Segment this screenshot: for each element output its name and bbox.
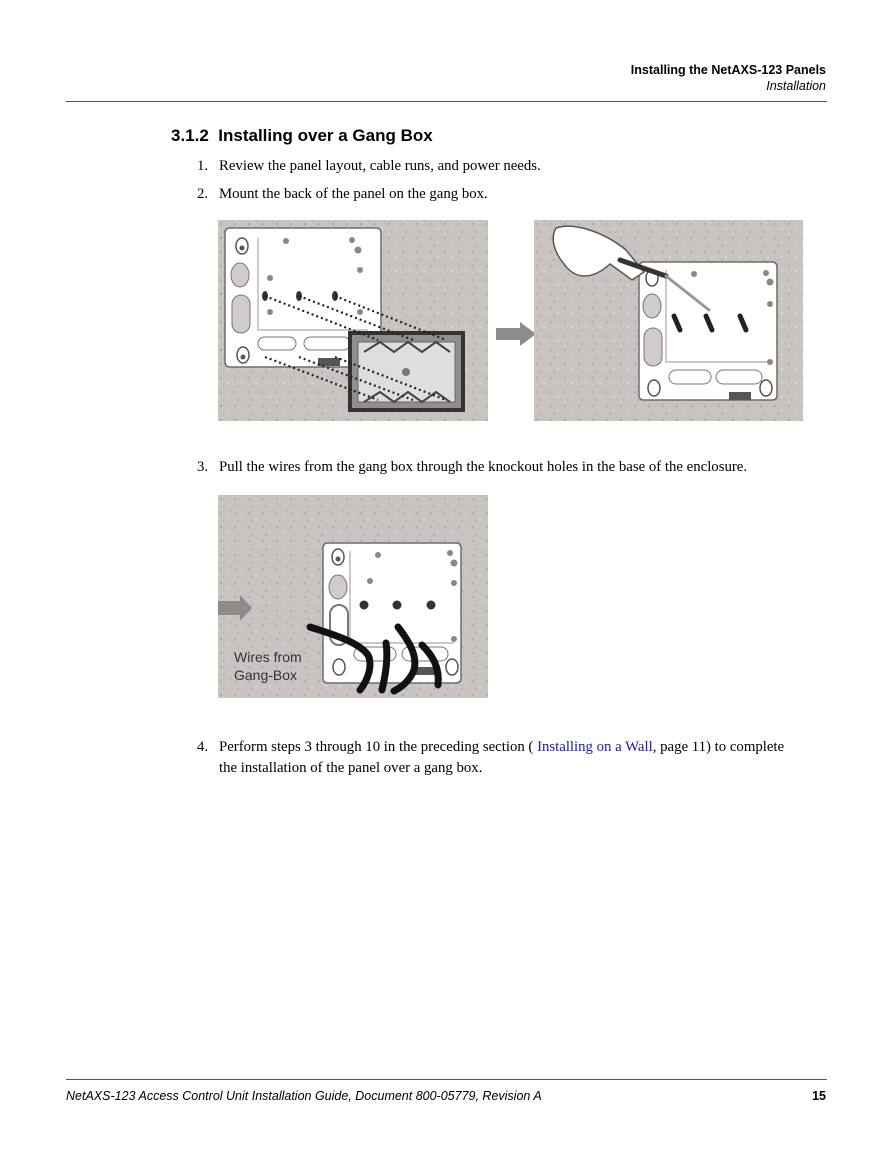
footer-doc-title: NetAXS-123 Access Control Unit Installation Guide <box>66 1089 349 1103</box>
step-1 <box>197 156 817 176</box>
footer-doc-details: , Document 800-05779, Revision A <box>348 1089 542 1103</box>
running-header-title: Installing the NetAXS-123 Panels <box>630 63 826 77</box>
step-3 <box>197 457 817 477</box>
step-text: Mount the back of the panel on the gang box. <box>219 186 488 202</box>
step-text: Pull the wires from the gang box through the knockout holes in the base of the enclosure. <box>219 459 748 475</box>
step-text <box>219 737 784 757</box>
wires-callout-line-2: Gang-Box <box>234 667 298 683</box>
running-header-subtitle: Installation <box>766 79 826 93</box>
section-title: Installing over a Gang Box <box>218 126 433 145</box>
section-number: 3.1.2 <box>171 126 209 145</box>
footer-document-info <box>66 1089 542 1103</box>
arrow-right-icon <box>496 322 536 346</box>
step-text: Review the panel layout, cable runs, and power needs. <box>219 158 541 174</box>
cross-reference-link[interactable]: Installing on a Wall <box>537 739 653 755</box>
step-4 <box>197 737 837 779</box>
section-heading <box>171 126 433 146</box>
header-rule <box>66 101 827 102</box>
footer-rule <box>66 1079 827 1080</box>
wires-callout-line-1: Wires from <box>234 649 302 665</box>
wires-callout-label <box>234 648 302 684</box>
figure-panel-screwed-to-gang-box <box>534 220 803 421</box>
step-number: 1. <box>197 158 209 174</box>
step-text-line-2: the installation of the panel over a gang box. <box>219 760 483 776</box>
step-text-before-link: Perform steps 3 through 10 in the preceding section ( <box>219 739 538 755</box>
step-text-after-link: , page 11) to complete <box>652 739 785 755</box>
figure-wires-through-knockouts <box>218 495 488 698</box>
page-number: 15 <box>812 1089 826 1103</box>
step-number: 4. <box>197 739 209 755</box>
figure-panel-over-gang-box <box>218 220 488 421</box>
step-2 <box>197 184 817 204</box>
step-number: 3. <box>197 459 209 475</box>
step-number: 2. <box>197 186 209 202</box>
